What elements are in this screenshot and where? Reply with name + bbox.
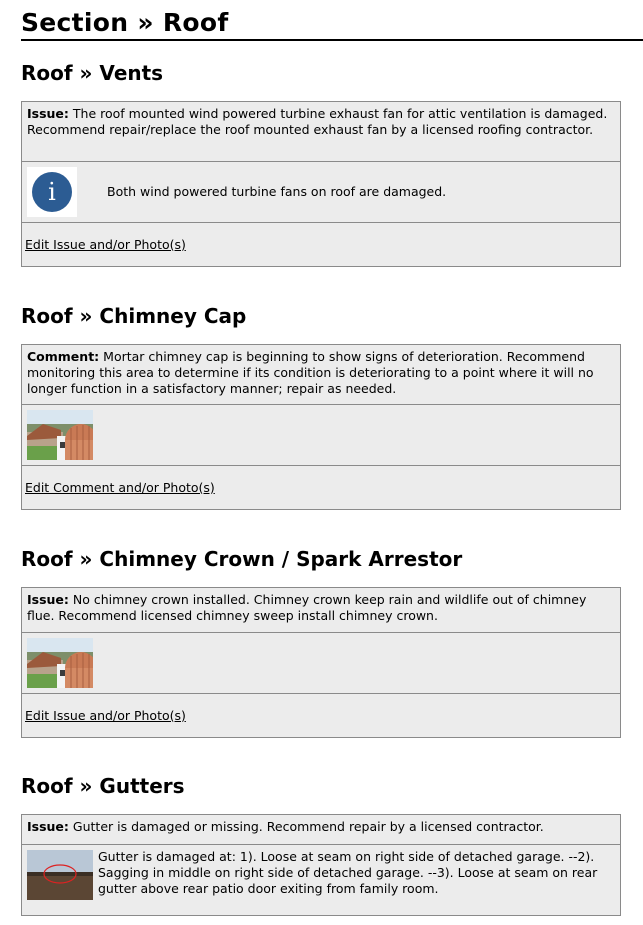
chimney-cap-comment-text <box>22 345 620 404</box>
section-heading-chimney-cap: Roof » Chimney Cap <box>21 304 247 328</box>
section-heading-vents: Roof » Vents <box>21 61 164 85</box>
gutters-issue-text <box>22 815 620 844</box>
info-icon: i <box>32 172 72 212</box>
gutters-photo-caption: Gutter is damaged at: 1). Loose at seam on right side of detached garage. --2). Sagging in middle on right side of detached garage. --3). Loose at seam on rear gutter above rear patio door exiting from family room. <box>98 849 598 896</box>
chimney-cap-comment-body: Mortar chimney cap is beginning to show signs of deterioration. Recommend monitoring this area to determine if its condition is deteriorating to a point where it will no longer function in a satisfactory manner; repair as needed. <box>27 349 594 396</box>
gutters-photo-row <box>22 844 620 925</box>
vents-issue-text <box>22 102 620 161</box>
gutters-issue-body: Gutter is damaged or missing. Recommend repair by a licensed contractor. <box>72 819 544 834</box>
chimney-crown-edit-row <box>22 693 620 737</box>
vents-edit-row <box>22 222 620 266</box>
chimney-crown-issue-text <box>22 588 620 632</box>
chimney-crown-issue-label: Issue: <box>27 592 69 607</box>
chimney-crown-photo-row <box>22 632 620 693</box>
gutter-photo-image <box>27 850 93 900</box>
vents-issue-body: The roof mounted wind powered turbine exhaust fan for attic ventilation is damaged. Recommend repair/replace the roof mounted exhaust fan by a licensed roofing contractor. <box>27 106 608 137</box>
chimney-cap-photo-thumbnail[interactable] <box>27 410 93 460</box>
edit-comment-photo-link[interactable]: Edit Comment and/or Photo(s) <box>25 480 215 495</box>
chimney-crown-issue-body: No chimney crown installed. Chimney crown keep rain and wildlife out of chimney flue. Recommend licensed chimney sweep install chimney crown. <box>27 592 587 623</box>
chimney-cap-comment-label: Comment: <box>27 349 100 364</box>
edit-issue-photo-link[interactable]: Edit Issue and/or Photo(s) <box>25 708 186 723</box>
vents-card <box>21 101 621 267</box>
page-title: Section » Roof <box>21 8 643 41</box>
vents-photo-caption: Both wind powered turbine fans on roof are damaged. <box>107 184 447 199</box>
chimney-cap-photo-row <box>22 404 620 465</box>
edit-issue-photo-link[interactable]: Edit Issue and/or Photo(s) <box>25 237 186 252</box>
house-photo-image <box>27 410 93 460</box>
section-heading-chimney-crown: Roof » Chimney Crown / Spark Arrestor <box>21 547 463 571</box>
gutters-issue-label: Issue: <box>27 819 69 834</box>
vents-issue-label: Issue: <box>27 106 69 121</box>
section-heading-gutters: Roof » Gutters <box>21 774 185 798</box>
chimney-crown-card <box>21 587 621 738</box>
gutters-card <box>21 814 621 916</box>
chimney-cap-edit-row <box>22 465 620 509</box>
gutters-photo-thumbnail[interactable] <box>27 850 93 900</box>
chimney-crown-photo-thumbnail[interactable] <box>27 638 93 688</box>
chimney-cap-card <box>21 344 621 510</box>
info-thumbnail[interactable] <box>27 167 77 217</box>
vents-photo-row <box>22 161 620 222</box>
house-photo-image <box>27 638 93 688</box>
